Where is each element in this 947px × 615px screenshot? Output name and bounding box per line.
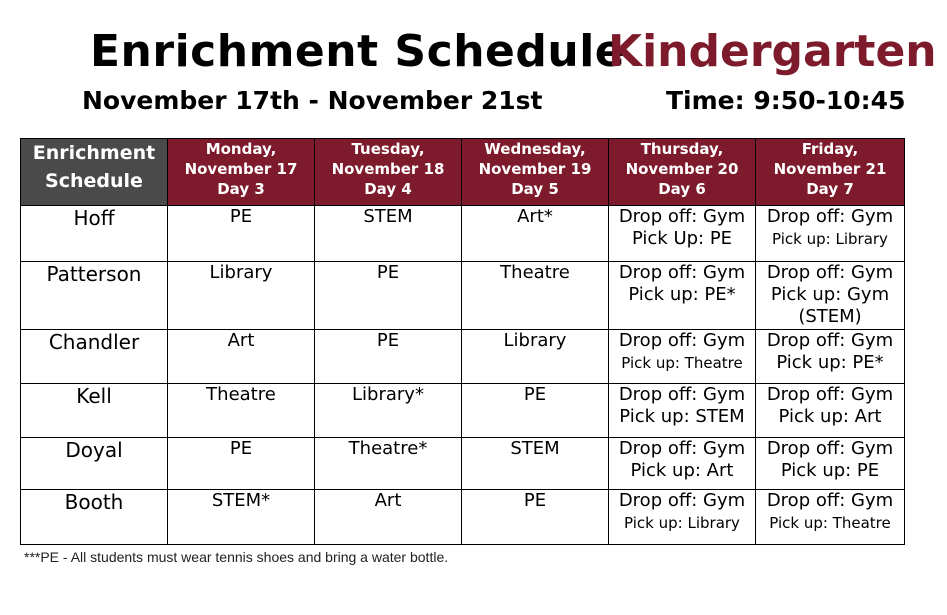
day-header-wednesday (462, 139, 609, 206)
schedule-table (20, 138, 905, 545)
cell-line: Pick up: PE* (628, 284, 736, 305)
cell-line: Art (227, 330, 255, 351)
cell-line: PE (229, 438, 253, 459)
day-header-friday (756, 139, 905, 206)
corner-line-2: Schedule (45, 170, 143, 192)
cell-line: Pick up: PE (780, 460, 880, 481)
cell-line: PE (376, 262, 400, 283)
day-name: Monday, (205, 140, 277, 158)
day-number: Day 5 (511, 180, 559, 198)
cell-line: Pick up: STEM (619, 406, 745, 427)
cell-line: Library (209, 262, 273, 283)
teacher-name: Patterson (21, 262, 168, 330)
cell-line: STEM (510, 438, 560, 459)
cell-line: PE (523, 384, 547, 405)
cell-line: Pick up: Art (778, 406, 882, 427)
schedule-cell (462, 330, 609, 384)
table-row (21, 490, 905, 545)
day-date: November 21 (773, 160, 887, 178)
cell-line: STEM (363, 206, 413, 227)
schedule-cell (756, 490, 905, 545)
day-name: Friday, (801, 140, 859, 158)
day-date: November 18 (331, 160, 445, 178)
day-number: Day 4 (364, 180, 412, 198)
table-row (21, 330, 905, 384)
cell-line: (STEM) (798, 306, 862, 327)
cell-line: Art* (517, 206, 553, 227)
table-row (21, 438, 905, 490)
schedule-cell (756, 262, 905, 330)
day-date: November 20 (625, 160, 739, 178)
day-number: Day 6 (658, 180, 706, 198)
cell-line: Drop off: Gym (618, 330, 746, 351)
table-row (21, 262, 905, 330)
teacher-name: Booth (21, 490, 168, 545)
cell-line: Drop off: Gym (766, 438, 894, 459)
schedule-cell (462, 206, 609, 262)
cell-line: PE (229, 206, 253, 227)
cell-line: Drop off: Gym (766, 206, 894, 227)
cell-line: Drop off: Gym (766, 330, 894, 351)
footnote: ***PE - All students must wear tennis shoes and bring a water bottle. (24, 549, 449, 565)
cell-line: Drop off: Gym (618, 384, 746, 405)
day-header-tuesday (315, 139, 462, 206)
schedule-cell (168, 206, 315, 262)
teacher-name: Chandler (21, 330, 168, 384)
teacher-name: Doyal (21, 438, 168, 490)
cell-line: Drop off: Gym (618, 438, 746, 459)
schedule-cell (756, 384, 905, 438)
day-name: Tuesday, (351, 140, 425, 158)
schedule-cell (168, 490, 315, 545)
schedule-cell (609, 262, 756, 330)
schedule-cell (609, 384, 756, 438)
table-row (21, 206, 905, 262)
day-number: Day 3 (217, 180, 265, 198)
schedule-cell (315, 262, 462, 330)
cell-line: PE (376, 330, 400, 351)
table-row (21, 384, 905, 438)
schedule-cell (609, 490, 756, 545)
schedule-cell (609, 330, 756, 384)
header-row (21, 139, 905, 206)
corner-line-1: Enrichment (32, 142, 156, 164)
cell-line: Library (503, 330, 567, 351)
schedule-cell (168, 384, 315, 438)
schedule-cell (168, 438, 315, 490)
schedule-cell (315, 330, 462, 384)
cell-line: Drop off: Gym (766, 490, 894, 511)
cell-line: Pick Up: PE (631, 228, 733, 249)
cell-line: Pick up: Library (772, 230, 888, 248)
cell-line: STEM* (211, 490, 271, 511)
day-header-thursday (609, 139, 756, 206)
schedule-cell (315, 206, 462, 262)
cell-line: Pick up: Gym (770, 284, 890, 305)
schedule-cell (315, 384, 462, 438)
schedule-cell (756, 206, 905, 262)
page-title: Enrichment Schedule (90, 26, 626, 77)
schedule-cell (462, 438, 609, 490)
day-header-monday (168, 139, 315, 206)
day-number: Day 7 (806, 180, 854, 198)
schedule-cell (168, 330, 315, 384)
schedule-cell (168, 262, 315, 330)
cell-line: Pick up: Theatre (621, 354, 743, 372)
cell-line: Library* (352, 384, 424, 405)
schedule-cell (756, 438, 905, 490)
schedule-cell (462, 384, 609, 438)
corner-header (21, 139, 168, 206)
day-name: Thursday, (640, 140, 724, 158)
day-name: Wednesday, (484, 140, 586, 158)
cell-line: Pick up: PE* (776, 352, 884, 373)
schedule-cell (315, 438, 462, 490)
cell-line: Pick up: Library (624, 514, 740, 532)
cell-line: Art (374, 490, 402, 511)
cell-line: Pick up: Theatre (769, 514, 891, 532)
teacher-name: Kell (21, 384, 168, 438)
teacher-name: Hoff (21, 206, 168, 262)
cell-line: Drop off: Gym (766, 384, 894, 405)
day-date: November 17 (184, 160, 298, 178)
date-range: November 17th - November 21st (82, 86, 543, 115)
schedule-cell (462, 490, 609, 545)
cell-line: Theatre (500, 262, 570, 283)
cell-line: Drop off: Gym (618, 490, 746, 511)
cell-line: Drop off: Gym (618, 262, 746, 283)
time-range: Time: 9:50-10:45 (666, 86, 906, 115)
cell-line: Drop off: Gym (766, 262, 894, 283)
cell-line: Pick up: Art (630, 460, 734, 481)
cell-line: PE (523, 490, 547, 511)
day-date: November 19 (478, 160, 592, 178)
schedule-cell (462, 262, 609, 330)
cell-line: Theatre (206, 384, 276, 405)
schedule-cell (609, 438, 756, 490)
schedule-cell (756, 330, 905, 384)
schedule-cell (609, 206, 756, 262)
cell-line: Theatre* (348, 438, 428, 459)
schedule-cell (315, 490, 462, 545)
grade-title: Kindergarten (608, 26, 937, 77)
cell-line: Drop off: Gym (618, 206, 746, 227)
